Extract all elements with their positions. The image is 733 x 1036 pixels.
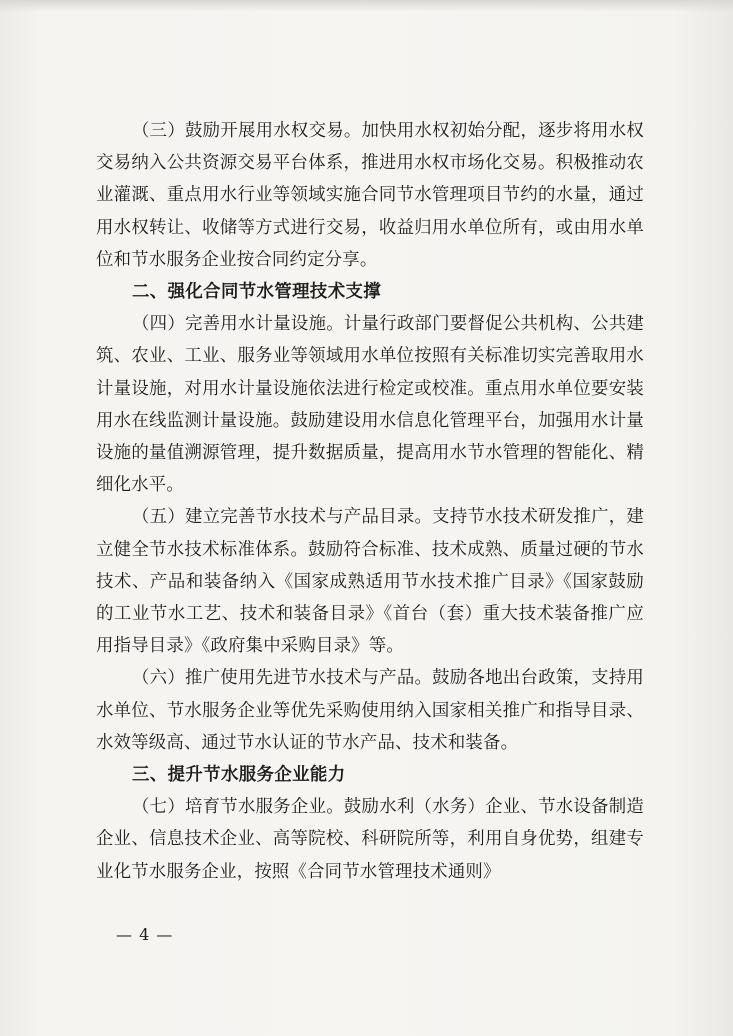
section-heading-three: 三、提升节水服务企业能力 bbox=[132, 765, 346, 786]
page-number: — 4 — bbox=[116, 925, 174, 944]
scan-top-edge bbox=[0, 0, 733, 12]
paragraph-six: （六）推广使用先进节水技术与产品。鼓励各地出台政策，支持用水单位、节水服务企业等优先采购使用纳入国家相关推广和指导目录、水效等级高、通过节水认证的节水产品、技术和装备。 bbox=[96, 668, 644, 753]
paragraph-three: （三）鼓励开展用水权交易。加快用水权初始分配，逐步将用水权交易纳入公共资源交易平台体系，推进用水权市场化交易。积极推动农业灌溉、重点用水行业等领域实施合同节水管理项目节约的水量，通过用水权转让、收储等方式进行交易，收益归用水单位所有，或由用水单位和节水服务企业按合同约定分享。 bbox=[96, 121, 644, 270]
paragraph-seven: （七）培育节水服务企业。鼓励水利（水务）企业、节水设备制造企业、信息技术企业、高等院校、科研院所等，利用自身优势，组建专业化节水服务企业，按照《合同节水管理技术通则》 bbox=[96, 797, 644, 882]
section-heading-two: 二、强化合同节水管理技术支撑 bbox=[132, 282, 382, 303]
paragraph-four: （四）完善用水计量设施。计量行政部门要督促公共机构、公共建筑、农业、工业、服务业等领域用水单位按照有关标准切实完善取用水计量设施，对用水计量设施依法进行检定或校准。重点用水单位要安装用水在线监测计量设施。鼓励建设用水信息化管理平台，加强用水计量设施的量值溯源管理，提升数据质量，提高用水节水管理的智能化、精细化水平。 bbox=[96, 314, 644, 496]
paragraph-five: （五）建立完善节水技术与产品目录。支持节水技术研发推广，建立健全节水技术标准体系。鼓励符合标准、技术成熟、质量过硬的节水技术、产品和装备纳入《国家成熟适用节水技术推广目录》《国家鼓励的工业节水工艺、技术和装备目录》《首台（套）重大技术装备推广应用指导目录》《政府集中采购目录》等。 bbox=[96, 507, 644, 657]
document-body bbox=[96, 115, 644, 888]
